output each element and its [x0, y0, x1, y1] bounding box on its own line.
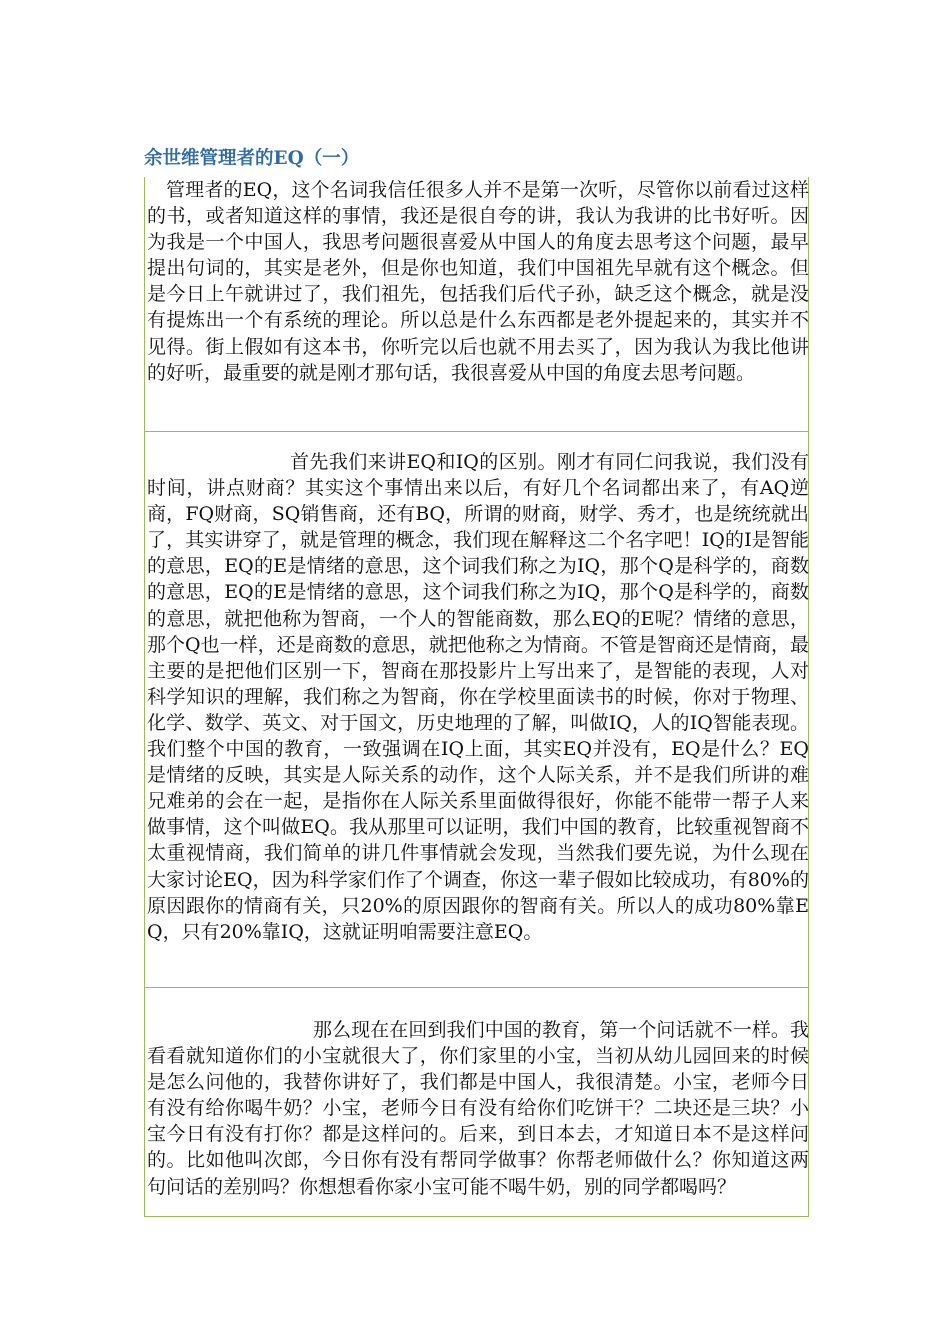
paragraph-2: 首先我们来讲EQ和IQ的区别。刚才有同仁问我说，我们没有时间，讲点财商？其实这个事情出来以后，有好几个名词都出来了，有AQ逆商，FQ财商，SQ销售商，还有BQ，所谓的财商，财学、秀才，也是统统就出了，其实讲穿了，就是管理的概念，我们现在解释这二个名字吧！IQ的I是智能的意思，EQ的E是情绪的意思，这个词我们称之为IQ，那个Q是科学的，商数的意思，EQ的E是情绪的意思，这个词我们称之为IQ，那个Q是科学的，商数的意思，就把他称为智商，一个人的智能商数，那么EQ的E呢？情绪的意思，那个Q也一样，还是商数的意思，就把他称之为情商。不管是智商还是情商，最主要的是把他们区别一下，智商在那投影片上写出来了，是智能的表现，人对科学知识的理解，我们称之为智商，你在学校里面读书的时候，你对于物理、化学、数学、英文、对于国文，历史地理的了解，叫做IQ，人的IQ智能表现。我们整个中国的教育，一致强调在IQ上面，其实EQ并没有，EQ是什么？EQ是情绪的反映，其实是人际关系的动作，这个人际关系，并不是我们所讲的难兄难弟的会在一起，是指你在人际关系里面做得很好，你能不能带一帮子人来做事情，这个叫做EQ。我从那里可以证明，我们中国的教育，比较重视智商不太重视情商，我们简单的讲几件事情就会发现，当然我们要先说，为什么现在大家讨论EQ，因为科学家们作了个调查，你这一辈子假如比较成功，有80%的原因跟你的情商有关，只20%的原因跟你的智商有关。所以人的成功80%靠EQ，只有20%靠IQ，这就证明咱需要注意EQ。	[147, 451, 809, 943]
document-title: 余世维管理者的EQ（一）	[144, 148, 360, 169]
text-table	[144, 177, 809, 1217]
row-divider	[145, 987, 808, 988]
paragraph-3: 那么现在在回到我们中国的教育，第一个问话就不一样。我看看就知道你们的小宝就很大了，你们家里的小宝，当初从幼儿园回来的时候是怎么问他的，我替你讲好了，我们都是中国人，我很清楚。小宝，老师今日有没有给你喝牛奶？小宝，老师今日有没有给你们吃饼干？二块还是三块？小宝今日有没有打你？都是这样问的。后来，到日本去，才知道日本不是这样问的。比如他叫次郎，今日你有没有帮同学做事？你帮老师做什么？你知道这两句问话的差别吗？你想想看你家小宝可能不喝牛奶，别的同学都喝吗？	[147, 1019, 809, 1198]
row-divider	[145, 431, 808, 432]
paragraph-1: 管理者的EQ，这个名词我信任很多人并不是第一次听，尽管你以前看过这样的书，或者知道这样的事情，我还是很自夸的讲，我认为我讲的比书好听。因为我是一个中国人，我思考问题很喜爱从中国人的角度去思考这个问题，最早提出句词的，其实是老外，但是你也知道，我们中国祖先早就有这个概念。但是今日上午就讲过了，我们祖先，包括我们后代子孙，缺乏这个概念，就是没有提炼出一个有系统的理论。所以总是什么东西都是老外提起来的，其实并不见得。街上假如有这本书，你听完以后也就不用去买了，因为我认为我比他讲的好听，最重要的就是刚才那句话，我很喜爱从中国的角度去思考问题。	[147, 179, 809, 384]
